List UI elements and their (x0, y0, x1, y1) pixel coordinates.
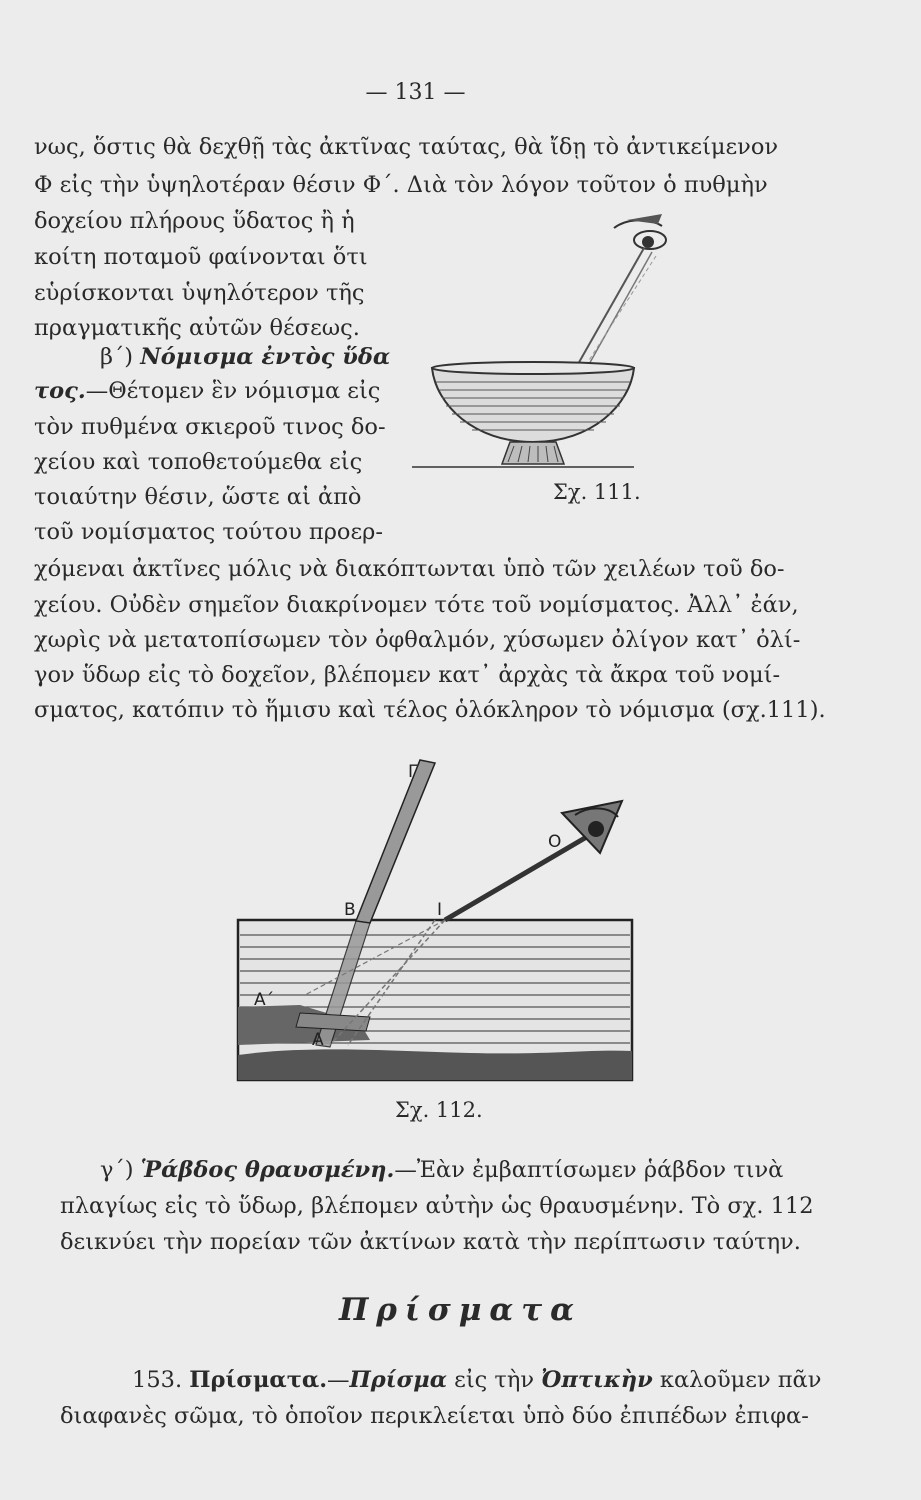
text-line: τοιαύτην θέσιν, ὥστε αἱ ἀπὸ (34, 484, 362, 510)
paragraph-dash: — (327, 1367, 350, 1393)
figure-112-illustration (230, 755, 640, 1085)
page-number: — 131 — (365, 80, 466, 105)
paragraph-153 (132, 1365, 821, 1395)
paragraph-term-italic: Πρίσμα (349, 1367, 448, 1393)
label-i: Ι (437, 900, 443, 920)
label-gamma: Γ (408, 762, 418, 782)
subsection-c-title: Ῥάβδος θραυσμένη. (140, 1157, 395, 1183)
subsection-b-text: —Θέτομεν ἓν νόμισμα εἰς (85, 378, 381, 404)
label-b: Β (344, 900, 356, 920)
subsection-c-text: —Ἐὰν ἐμβαπτίσωμεν ῥάβδον τινὰ (394, 1157, 784, 1183)
paragraph-end: καλοῦμεν πᾶν (652, 1367, 822, 1393)
subsection-b-prefix: β΄) (100, 344, 134, 370)
text-line: Φ εἰς τὴν ὑψηλοτέραν θέσιν Φ΄. Διὰ τὸν λόγον τοῦτον ὁ πυθμὴν (34, 172, 768, 198)
text-line: δεικνύει τὴν πορείαν τῶν ἀκτίνων κατὰ τὴν περίπτωσιν ταύτην. (60, 1229, 801, 1255)
text-line: πλαγίως εἰς τὸ ὕδωρ, βλέπομεν αὐτὴν ὡς θραυσμένην. Τὸ σχ. 112 (60, 1193, 814, 1219)
paragraph-number: 153. (132, 1367, 183, 1393)
paragraph-term: Πρίσματα. (189, 1367, 328, 1393)
figure-111-caption: Σχ. 111. (553, 480, 641, 504)
label-a-prime: Α΄ (254, 990, 275, 1010)
text-line: νως, ὅστις θὰ δεχθῇ τὰς ἀκτῖνας ταύτας, θὰ ἴδῃ τὸ ἀντικείμενον (34, 134, 779, 160)
text-line: δοχείου πλήρους ὕδατος ἢ ἡ (34, 208, 355, 234)
text-line: τοῦ νομίσματος τούτου προερ- (34, 519, 383, 545)
label-o: Ο (548, 832, 562, 852)
text-line: χωρὶς νὰ μετατοπίσωμεν τὸν ὀφθαλμόν, χύσωμεν ὀλίγον κατ᾿ ὀλί- (34, 627, 801, 653)
figure-111-illustration (412, 190, 662, 480)
text-line: χείου καὶ τοποθετούμεθα εἰς (34, 449, 363, 475)
text-line (34, 376, 380, 406)
text-line: χόμεναι ἀκτῖνες μόλις νὰ διακόπτωνται ὑπὸ τῶν χειλέων τοῦ δο- (34, 556, 785, 582)
paragraph-optics: Ὀπτικὴν (541, 1367, 653, 1393)
text-line: διαφανὲς σῶμα, τὸ ὁποῖον περικλείεται ὑπὸ δύο ἐπιπέδων ἐπιφα- (60, 1403, 809, 1429)
text-line: σματος, κατόπιν τὸ ἥμισυ καὶ τέλος ὁλόκληρον τὸ νόμισμα (σχ.111). (34, 697, 826, 723)
text-line: χείου. Οὐδὲν σημεῖον διακρίνομεν τότε τοῦ νομίσματος. Ἀλλ᾿ ἐάν, (34, 592, 799, 618)
subsection-b-title-end: τος. (34, 378, 86, 404)
section-heading: Πρίσματα (338, 1292, 583, 1328)
figure-112-caption: Σχ. 112. (395, 1098, 483, 1122)
subsection-c-prefix: γ΄) (100, 1157, 134, 1183)
text-line: εὑρίσκονται ὑψηλότερον τῆς (34, 280, 365, 306)
label-a: Α (312, 1030, 324, 1050)
text-line: γον ὕδωρ εἰς τὸ δοχεῖον, βλέπομεν κατ᾿ ἀρχὰς τὰ ἄκρα τοῦ νομί- (34, 662, 781, 688)
subsection-b-title: Νόμισμα ἐντὸς ὕδα (140, 344, 391, 370)
text-line: κοίτη ποταμοῦ φαίνονται ὅτι (34, 244, 368, 270)
subsection-b-heading (100, 342, 390, 372)
text-line: τὸν πυθμένα σκιεροῦ τινος δο- (34, 414, 386, 440)
text-line: πραγματικῆς αὐτῶν θέσεως. (34, 315, 360, 341)
paragraph-mid: εἰς τὴν (447, 1367, 542, 1393)
subsection-c-heading (100, 1155, 783, 1185)
